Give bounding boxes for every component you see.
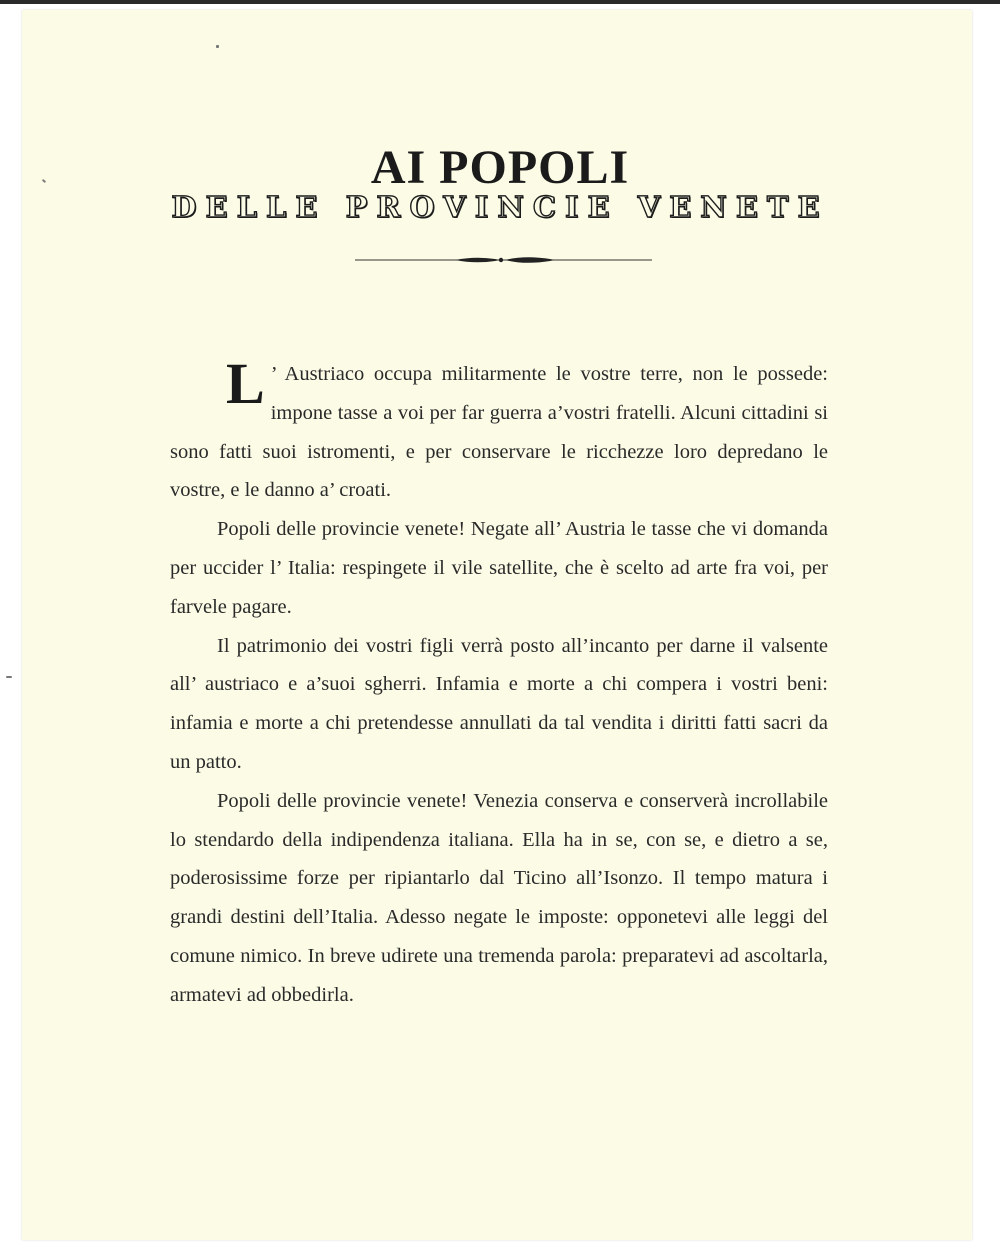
paragraph-3: Il patrimonio dei vostri figli verrà posto all’incanto per darne il valsente all’ austriaco e a’suoi sgherri. Infamia e morte a chi compera i vostri beni: infamia e morte a chi pretendesse annullati da tal vendita i diritti fatti sacri da un patto. — [170, 634, 828, 773]
paragraph-1 — [170, 351, 828, 510]
page-title: AI POPOLI — [370, 141, 630, 195]
paper-speck — [216, 45, 219, 48]
ornamental-divider — [355, 253, 652, 267]
drop-cap: L — [226, 351, 265, 416]
scan-top-edge — [0, 0, 1000, 4]
page-subtitle: DELLE PROVINCIE VENETE — [171, 190, 829, 224]
paragraph-4: Popoli delle provincie venete! Venezia conserva e conserverà incrollabile lo stendardo della indipendenza italiana. Ella ha in se, con se, e dietro a se, poderosissime forze per ripiantarlo dal Ticino all’Isonzo. Il tempo matura i grandi destini dell’Italia. Adesso negate le imposte: opponetevi alle leggi del comune nimico. In breve udirete una tremenda parola: preparatevi ad ascoltarla, armatevi ad obbedirla. — [170, 789, 828, 1006]
proclamation-body — [170, 351, 828, 1015]
paper-speck — [6, 676, 12, 678]
paragraph-text: ’ Austriaco occupa militarmente le vostre terre, non le possede: impone tasse a voi per far guerra a’vostri fratelli. Alcuni cittadini si sono fatti suoi istromenti, e per conservare le ricchezze loro depredano le vostre, e le danno a’ croati. — [170, 363, 828, 502]
paragraph-2: Popoli delle provincie venete! Negate all’ Austria le tasse che vi domanda per uccider l’ Italia: respingete il vile satellite, che è scelto ad arte fra voi, per farvele pagare. — [170, 518, 828, 618]
